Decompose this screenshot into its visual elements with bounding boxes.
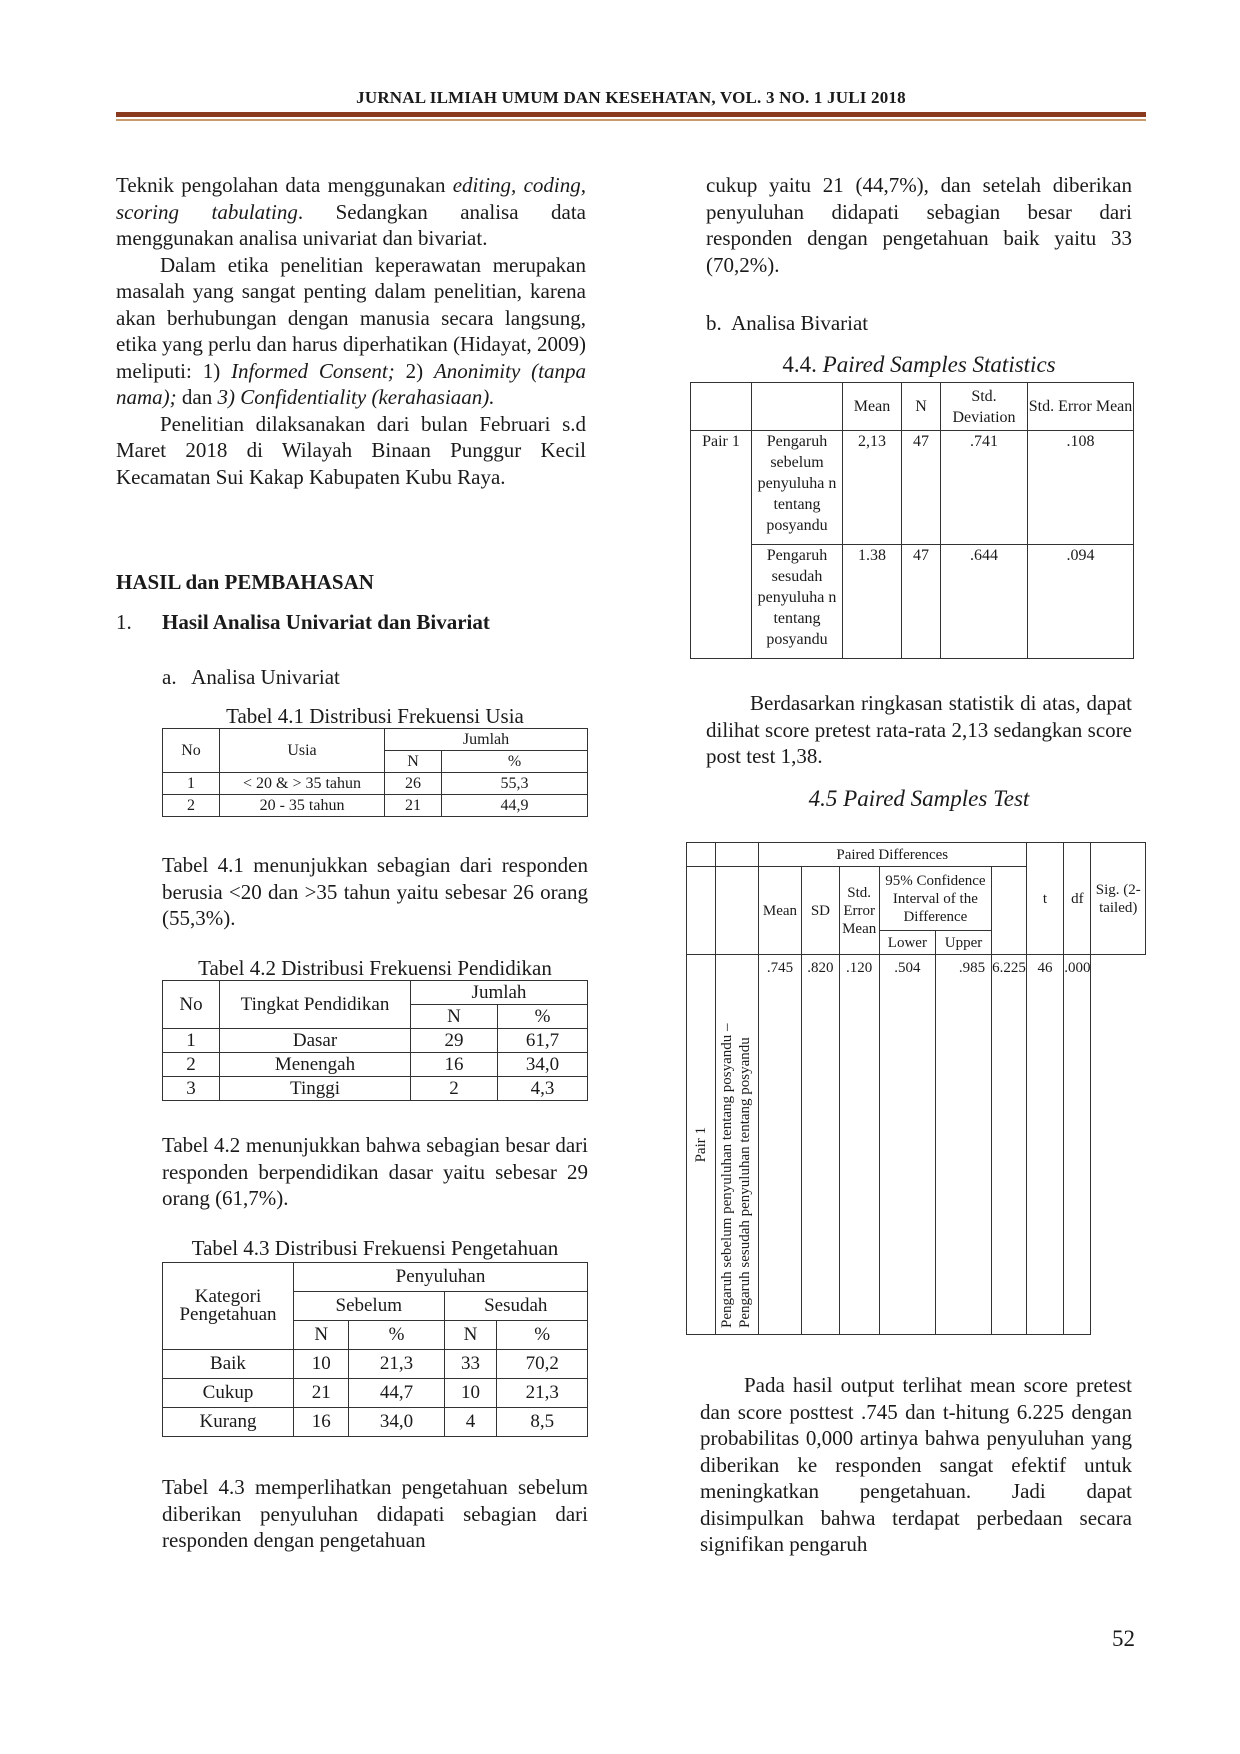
table-4-2-caption: Tabel 4.2 Distribusi Frekuensi Pendidikan <box>198 956 552 980</box>
t45-header-sd: SD <box>802 867 839 955</box>
t42-header-n: N <box>411 1005 498 1029</box>
t43-header-kategori: Kategori Pengetahuan <box>163 1263 294 1350</box>
cell: .820 <box>802 955 839 1335</box>
t43-header-n1: N <box>294 1321 349 1350</box>
cell: 2,13 <box>843 431 902 545</box>
cell: 1.38 <box>843 545 902 659</box>
table-4-5 <box>686 842 1146 1335</box>
cell: 1 <box>163 773 220 795</box>
page-number: 52 <box>1112 1626 1135 1651</box>
t41-header-usia: Usia <box>220 729 385 773</box>
cell: < 20 & > 35 tahun <box>220 773 385 795</box>
t41-header-n: N <box>385 751 442 773</box>
cell: 34,0 <box>498 1053 588 1077</box>
table-4-2-text: Tabel 4.2 menunjukkan bahwa sebagian besar dari responden berpendidikan dasar yaitu sebesar 29 orang (61,7%). <box>162 1133 588 1210</box>
cell: .644 <box>941 545 1028 659</box>
t42-header-pct: % <box>498 1005 588 1029</box>
cell: 3 <box>163 1077 220 1101</box>
table-4-5-text: Pada hasil output terlihat mean score pretest dan score posttest .745 dan t-hitung 6.225 dengan probabilitas 0,000 artinya bahwa penyuluhan yang diberikan ke responden sangat efektif untuk meningkatkan pengetahuan. Jadi dapat disimpulkan bahwa terdapat perbedaan secara signifikan pengaruh <box>700 1373 1132 1556</box>
t41-header-pct: % <box>442 751 588 773</box>
cell: 47 <box>902 545 941 659</box>
t45-header-paired: Paired Differences <box>758 843 1026 867</box>
cell: .108 <box>1028 431 1134 545</box>
cell: 2 <box>163 795 220 817</box>
cell: 26 <box>385 773 442 795</box>
cell: 61,7 <box>498 1029 588 1053</box>
section-heading: HASIL dan PEMBAHASAN <box>116 570 374 594</box>
header-rule-thin <box>116 119 1146 121</box>
t44-pair-label: Pair 1 <box>691 431 752 659</box>
table-row <box>163 1379 588 1408</box>
table-4-1 <box>162 728 588 817</box>
paragraph-teknik: Teknik pengolahan data menggunakan editing, coding, scoring tabulating. Sedangkan analisa data menggunakan analisa univariat dan bivariat. Dalam etika penelitian keperawatan merupakan masalah yang sangat penting dalam penelitian, karena akan berhubungan dengan manusia secara langsung, etika yang perlu dan harus diperhatikan (Hidayat, 2009) meliputi: 1) Informed Consent; 2) Anonimity (tanpa nama); dan 3) Confidentiality (kerahasiaan). Penelitian dilaksanakan dari bulan Februari s.d Maret 2018 di Wilayah Binaan Punggur Kecil Kecamatan Sui Kakap Kabupaten Kubu Raya. <box>116 173 587 489</box>
table-4-3-caption: Tabel 4.3 Distribusi Frekuensi Pengetahuan <box>191 1236 559 1260</box>
sub1-number: 1. <box>116 610 132 634</box>
t45-header-lower: Lower <box>879 931 935 955</box>
t45-label-cell <box>716 955 758 1335</box>
t45-header-df: df <box>1064 843 1091 955</box>
cell: 8,5 <box>497 1408 588 1437</box>
t45-pair-label: Pair 1 <box>693 1126 710 1163</box>
cell: 16 <box>411 1053 498 1077</box>
t41-header-no: No <box>163 729 220 773</box>
cell: 4,3 <box>498 1077 588 1101</box>
table-row <box>163 1408 588 1437</box>
cell: .741 <box>941 431 1028 545</box>
header-rule <box>116 112 1146 117</box>
cell: 6.225 <box>992 955 1027 1335</box>
table-row <box>163 795 588 817</box>
table-4-2 <box>162 980 588 1101</box>
cell: Cukup <box>163 1379 294 1408</box>
cell: 16 <box>294 1408 349 1437</box>
cell: Menengah <box>220 1053 411 1077</box>
table-row <box>691 545 1134 659</box>
sub1-title: Hasil Analisa Univariat dan Bivariat <box>162 610 490 634</box>
table-row <box>163 1053 588 1077</box>
t42-header-tingkat: Tingkat Pendidikan <box>220 981 411 1029</box>
table-4-1-caption: Tabel 4.1 Distribusi Frekuensi Usia <box>226 704 524 728</box>
table-4-3 <box>162 1262 588 1437</box>
cell: 46 <box>1026 955 1063 1335</box>
cell: .504 <box>879 955 935 1335</box>
t43-header-sebelum: Sebelum <box>294 1292 445 1321</box>
paragraph-cukup: cukup yaitu 21 (44,7%), dan setelah diberikan penyuluhan didapati sebagian besar dari responden dengan pengetahuan baik yaitu 33 (70,2%). <box>706 173 1132 277</box>
cell: 44,7 <box>349 1379 444 1408</box>
table-4-4-text: Berdasarkan ringkasan statistik di atas, dapat dilihat score pretest rata-rata 2,13 sedangkan score post test 1,38. <box>706 691 1132 768</box>
t45-header-sig: Sig. (2-tailed) <box>1091 843 1146 955</box>
cell: 10 <box>294 1350 349 1379</box>
table-4-4 <box>690 382 1134 659</box>
table-row <box>687 955 1146 1335</box>
cell: 21 <box>294 1379 349 1408</box>
table-row <box>163 1350 588 1379</box>
table-4-5-caption: 4.5 Paired Samples Test <box>808 786 1030 811</box>
table-row <box>163 1077 588 1101</box>
cell: 21,3 <box>349 1350 444 1379</box>
cell <box>716 843 758 867</box>
sub-a-heading: a. Analisa Univariat <box>162 665 340 689</box>
t44-header-se: Std. Error Mean <box>1028 383 1134 431</box>
t43-header-pct2: % <box>497 1321 588 1350</box>
t43-header-pct1: % <box>349 1321 444 1350</box>
t44-header-n: N <box>902 383 941 431</box>
cell: Pengaruh sebelum penyuluha n tentang posyandu <box>752 431 843 545</box>
t45-header-t: t <box>1026 843 1063 955</box>
cell: Pengaruh sesudah penyuluha n tentang posyandu <box>752 545 843 659</box>
t45-header-mean: Mean <box>758 867 802 955</box>
table-4-4-caption: 4.4. Paired Samples Statistics <box>782 352 1056 377</box>
cell: Baik <box>163 1350 294 1379</box>
t42-header-no: No <box>163 981 220 1029</box>
t45-header-upper: Upper <box>936 931 992 955</box>
cell: 70,2 <box>497 1350 588 1379</box>
cell <box>716 867 758 955</box>
cell: 1 <box>163 1029 220 1053</box>
cell: 21 <box>385 795 442 817</box>
t43-header-n2: N <box>444 1321 497 1350</box>
table-row <box>163 773 588 795</box>
cell: 21,3 <box>497 1379 588 1408</box>
t45-pair-cell <box>687 955 716 1335</box>
t44-header-mean: Mean <box>843 383 902 431</box>
cell: .985 <box>936 955 992 1335</box>
cell: 33 <box>444 1350 497 1379</box>
t42-header-jumlah: Jumlah <box>411 981 588 1005</box>
t43-header-penyuluhan: Penyuluhan <box>294 1263 588 1292</box>
t44-header-sd: Std. Deviation <box>941 383 1028 431</box>
paragraph-penelitian: Penelitian dilaksanakan dari bulan Februari s.d Maret 2018 di Wilayah Binaan Punggur Kecil Kecamatan Sui Kakap Kabupaten Kubu Raya. <box>116 411 586 489</box>
cell: 4 <box>444 1408 497 1437</box>
cell: Dasar <box>220 1029 411 1053</box>
cell: 10 <box>444 1379 497 1408</box>
cell: 29 <box>411 1029 498 1053</box>
t45-label: Pengaruh sebelum penyuluhan tentang posyandu – Pengaruh sesudah penyuluhan tentang posyandu <box>718 1023 753 1328</box>
cell: 44,9 <box>442 795 588 817</box>
sub-b-heading: b. Analisa Bivariat <box>706 311 869 335</box>
journal-header: JURNAL ILMIAH UMUM DAN KESEHATAN, VOL. 3 NO. 1 JULI 2018 <box>356 88 906 107</box>
cell: Kurang <box>163 1408 294 1437</box>
cell: 47 <box>902 431 941 545</box>
cell: 2 <box>163 1053 220 1077</box>
t45-header-se: Std. Error Mean <box>839 867 879 955</box>
cell: .120 <box>839 955 879 1335</box>
cell: 34,0 <box>349 1408 444 1437</box>
cell <box>691 383 752 431</box>
cell: 20 - 35 tahun <box>220 795 385 817</box>
cell: .000 <box>1064 955 1091 1335</box>
cell: 55,3 <box>442 773 588 795</box>
cell <box>752 383 843 431</box>
cell: .094 <box>1028 545 1134 659</box>
table-4-1-text: Tabel 4.1 menunjukkan sebagian dari responden berusia <20 dan >35 tahun yaitu sebesar 26 orang (55,3%). <box>162 853 588 930</box>
table-row <box>691 431 1134 545</box>
table-4-3-text: Tabel 4.3 memperlihatkan pengetahuan sebelum diberikan penyuluhan didapati sebagian dari responden dengan pengetahuan <box>162 1475 588 1552</box>
t45-header-ci: 95% Confidence Interval of the Difference <box>879 867 991 931</box>
cell <box>687 867 716 955</box>
cell <box>687 843 716 867</box>
cell: Tinggi <box>220 1077 411 1101</box>
t41-header-jumlah: Jumlah <box>385 729 588 751</box>
table-row <box>163 1029 588 1053</box>
cell: .745 <box>758 955 802 1335</box>
cell: 2 <box>411 1077 498 1101</box>
t43-header-sesudah: Sesudah <box>444 1292 587 1321</box>
